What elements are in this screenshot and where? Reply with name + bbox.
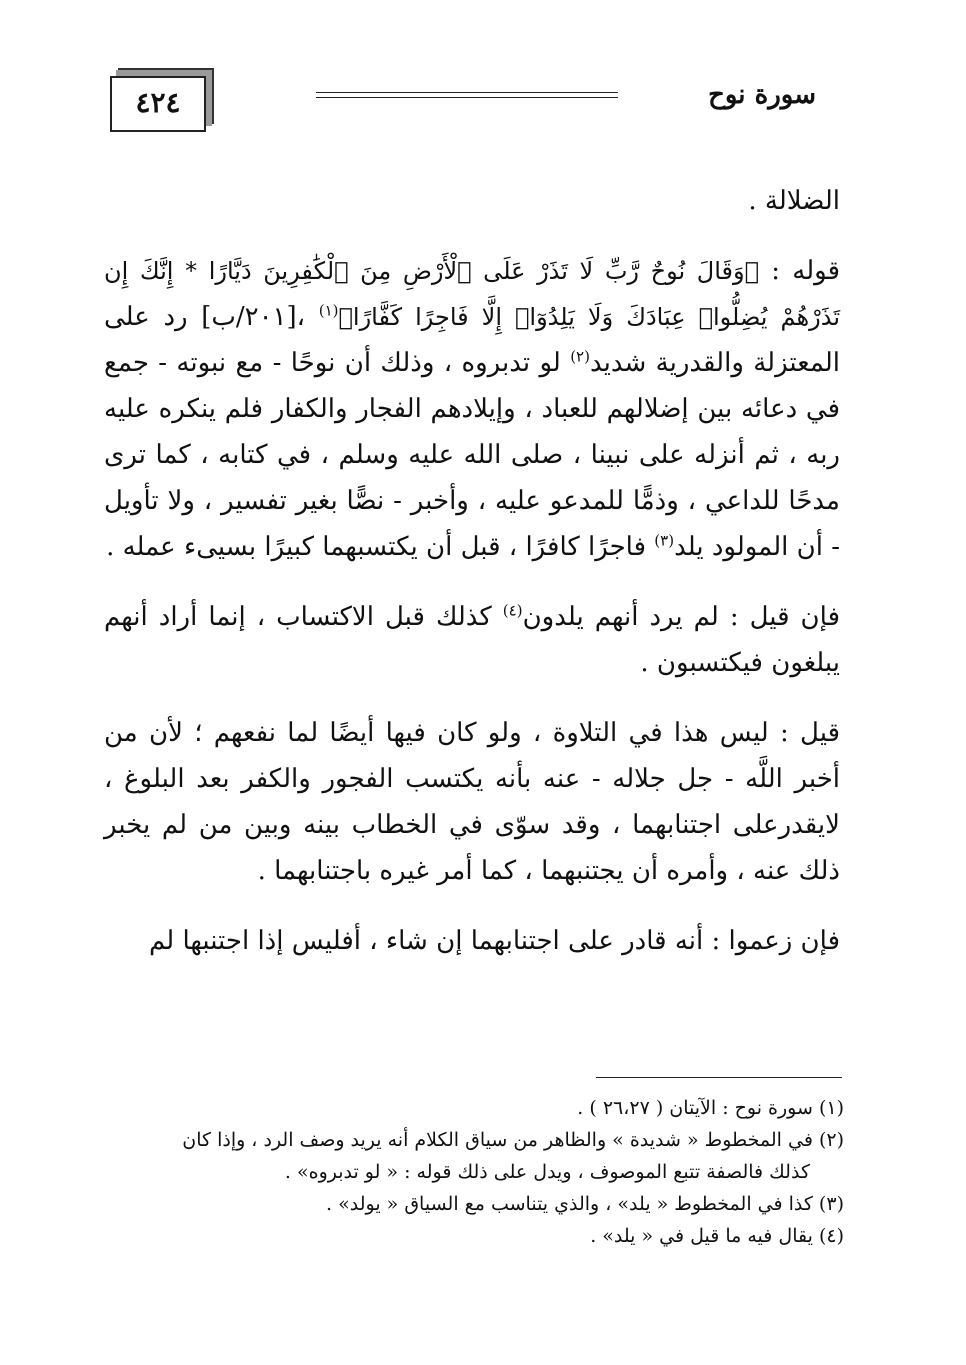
page-number: ٤٢٤ bbox=[135, 86, 181, 119]
footnote-ref-1: (١) bbox=[318, 301, 339, 320]
paragraph-text: قيل : ليس هذا في التلاوة ، ولو كان فيها أيضًا لما نفعهم ؛ لأن من أخبر اللَّه - جل جلاله - عنه بأنه يكتسب الفجور والكفر بعد البلوغ ، لايقدرعلى اجتنابهما ، وقد سوّى في الخطاب بينه وبين من لم يخبر ذلك عنه ، وأمره أن يجتنبهما ، كما أمر غيره باجتنابهما . bbox=[104, 718, 840, 886]
paragraph-text: فإن زعموا : أنه قادر على اجتنابهما إن شاء ، أفليس إذا اجتنبها لم bbox=[148, 926, 840, 956]
footnote-1: (١) سورة نوح : الآيتان ( ٢٦،٢٧ ) . bbox=[577, 1097, 844, 1119]
footnote-ref-4: (٤) bbox=[502, 601, 523, 620]
quran-verse: ﴿وَقَالَ نُوحٌ رَّبِّ لَا تَذَرْ عَلَى ٱلْأَرْضِ مِنَ ٱلْكَٰفِرِينَ دَيَّارًا * إِنَّكَ إِن تَذَرْهُمْ يُضِلُّوا۟ عِبَادَكَ وَلَا يَلِدُوٓا۟ إِلَّا فَاجِرًا كَفَّارًا﴾ bbox=[104, 257, 840, 331]
page-number-box bbox=[110, 76, 206, 132]
paragraph-claim bbox=[104, 918, 840, 964]
page-header bbox=[100, 68, 840, 138]
header-rule bbox=[316, 92, 618, 98]
paragraph-quran-commentary bbox=[104, 248, 840, 570]
main-text bbox=[104, 178, 840, 988]
footnote-4: (٤) يقال فيه ما قيل في « يلد» . bbox=[590, 1225, 844, 1247]
footnote-2: (٢) في المخطوط « شديدة » والظاهر من سياق الكلام أنه يريد وصف الرد ، وإذا كان bbox=[182, 1129, 844, 1151]
footnote-2-continuation: كذلك فالصفة تتبع الموصوف ، ويدل على ذلك قوله : « لو تدبروه» . bbox=[284, 1161, 810, 1183]
footnote-ref-2: (٢) bbox=[570, 347, 590, 366]
footnotes bbox=[104, 1092, 844, 1252]
footnote-ref-3: (٣) bbox=[654, 531, 675, 550]
paragraph-text: ،[٢٠١/ب] رد على المعتزلة والقدرية شديد bbox=[104, 302, 840, 378]
paragraph-text: قوله : bbox=[759, 256, 841, 286]
paragraph-text: لو تدبروه ، وذلك أن نوحًا - مع نبوته - جمع في دعائه بين إضلالهم للعباد ، وإيلادهم الفجار والكفار فلم ينكره عليه ربه ، ثم أنزله على نبينا ، صلى الله عليه وسلم ، في كتابه ، كما ترى مدحًا للداعي ، وذمًّا للمدعو عليه ، وأخبر - نصًّا بغير تفسير ، ولا تأويل - أن المولود يلد bbox=[104, 348, 840, 562]
paragraph-continuation bbox=[104, 178, 840, 224]
footnote-separator bbox=[596, 1077, 842, 1078]
paragraph-text: فإن قيل : لم يرد أنهم يلدون bbox=[522, 602, 840, 632]
paragraph-reply bbox=[104, 710, 840, 894]
paragraph-objection bbox=[104, 594, 840, 686]
paragraph-text: فاجرًا كافرًا ، قبل أن يكتسبهما كبيرًا بسيىء عمله . bbox=[106, 532, 655, 562]
paragraph-text: الضلالة . bbox=[748, 186, 840, 216]
footnote-3: (٣) كذا في المخطوط « يلد» ، والذي يتناسب مع السياق « يولد» . bbox=[326, 1193, 844, 1215]
paragraph-text: كذلك قبل الاكتساب ، إنما أراد أنهم يبلغون فيكتسبون . bbox=[104, 602, 840, 678]
surah-title: سورة نوح bbox=[708, 80, 816, 110]
